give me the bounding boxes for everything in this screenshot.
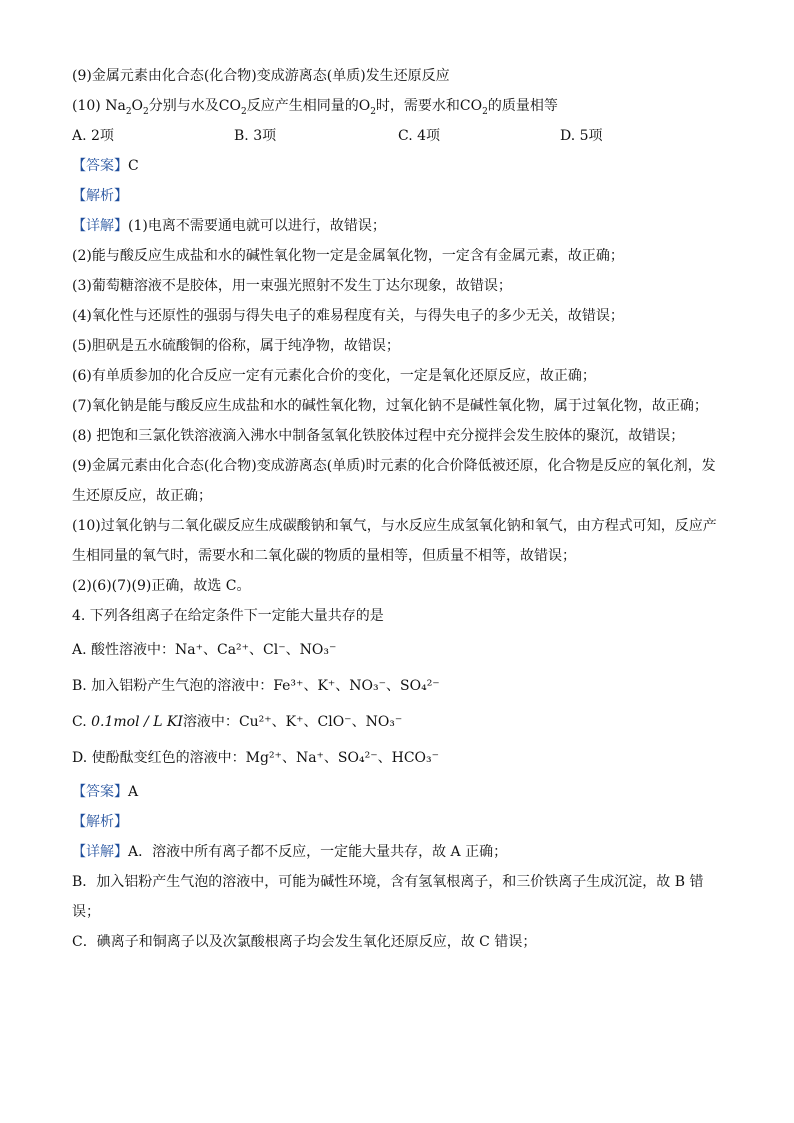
option-d: D. 5项: [560, 128, 603, 144]
subscript: 2: [125, 106, 132, 117]
ion-list: Cu²⁺、K⁺、ClO⁻、NO₃⁻: [238, 714, 403, 730]
detail-tag: 【详解】: [72, 218, 128, 234]
formula-o: O: [131, 98, 144, 114]
q4-detail-line: B．加入铝粉产生气泡的溶液中，可能为碱性环境，含有氢氧根离子，和三价铁离子生成沉淀，故 B 错: [72, 874, 704, 890]
subscript: 2: [240, 106, 247, 117]
statement-10-text: 反应产生相同量的: [246, 98, 359, 114]
answer-tag: 【答案】: [72, 158, 128, 174]
formula-na: Na: [105, 98, 126, 114]
option-label: D. 使酚酞变红色的溶液中：: [72, 750, 246, 766]
detail-tag: 【详解】: [72, 844, 128, 860]
q3-answer: [72, 156, 722, 176]
q3-detail-line: (6)有单质参加的化合反应一定有元素化合价的变化，一定是氧化还原反应，故正确；: [72, 368, 596, 384]
option-b: B. 3项: [234, 128, 277, 144]
statement-10-text: 分别与水及: [148, 98, 219, 114]
formula-co: CO: [218, 98, 241, 114]
q3-detail-line: 生还原反应，故正确；: [72, 488, 212, 504]
detail-text: (1)电离不需要通电就可以进行，故错误；: [128, 218, 386, 234]
q4-option-c: [72, 712, 722, 732]
statement-9: (9)金属元素由化合态(化合物)变成游离态(单质)发生还原反应: [72, 68, 450, 84]
q4-detail-line: [72, 842, 722, 862]
concentration: 0.1mol / L KI: [91, 714, 183, 730]
q4-option-a: [72, 640, 722, 660]
answer-tag: 【答案】: [72, 784, 128, 800]
subscript: 2: [370, 106, 376, 117]
detail-text: A．溶液中所有离子都不反应，一定能大量共存，故 A 正确；: [128, 844, 508, 860]
q3-detail-line: (10)过氧化钠与二氧化碳反应生成碳酸钠和氧气，与水反应生成氢氧化钠和氧气，由方程式可知，反应产: [72, 518, 717, 534]
q4-option-d: [72, 748, 722, 768]
q3-detail-line: (7)氧化钠是能与酸反应生成盐和水的碱性氧化物，过氧化钠不是碱性氧化物，属于过氧化物，故正确；: [72, 398, 708, 414]
statement-10-text: 时，需要水和: [375, 98, 460, 114]
subscript: 2: [482, 106, 488, 117]
q4-detail-line: 误；: [72, 904, 100, 920]
analysis-tag: 【解析】: [72, 814, 128, 830]
q4-option-b: [72, 676, 722, 696]
ion-list: Fe³⁺、K⁺、NO₃⁻、SO₄²⁻: [273, 678, 440, 694]
q4-stem: 4. 下列各组离子在给定条件下一定能大量共存的是: [72, 608, 384, 624]
option-label: B. 加入铝粉产生气泡的溶液中：: [72, 678, 274, 694]
q3-options: [72, 126, 722, 146]
formula-o2: O: [358, 98, 371, 114]
option-label: C.: [72, 714, 92, 730]
analysis-tag: 【解析】: [72, 188, 128, 204]
option-c: C. 4项: [398, 128, 441, 144]
answer-value: A: [128, 784, 139, 800]
q3-detail-line: (3)葡萄糖溶液不是胶体，用一束强光照射不发生丁达尔现象，故错误；: [72, 278, 512, 294]
answer-value: C: [128, 158, 139, 174]
q3-detail-line: (2)能与酸反应生成盐和水的碱性氧化物一定是金属氧化物，一定含有金属元素，故正确；: [72, 248, 624, 264]
q4-answer: [72, 782, 722, 802]
option-text: 溶液中：: [182, 714, 239, 730]
q4-detail-line: C．碘离子和铜离子以及次氯酸根离子均会发生氧化还原反应，故 C 错误；: [72, 934, 537, 950]
statement-10: [72, 96, 722, 116]
q3-detail-line: (8) 把饱和三氯化铁溶液滴入沸水中制备氢氧化铁胶体过程中充分搅拌会发生胶体的聚沉，故错误；: [72, 428, 685, 444]
q3-detail-line: (2)(6)(7)(9)正确，故选 C。: [72, 578, 251, 594]
q3-detail-line: (9)金属元素由化合态(化合物)变成游离态(单质)时元素的化合价降低被还原，化合物是反应的氧化剂，发: [72, 458, 716, 474]
q3-detail-line: [72, 216, 722, 236]
q3-detail-line: 生相同量的氧气时，需要水和二氧化碳的物质的量相等，但质量不相等，故错误；: [72, 548, 576, 564]
q3-detail-line: (5)胆矾是五水硫酸铜的俗称，属于纯净物，故错误；: [72, 338, 400, 354]
ion-list: Mg²⁺、Na⁺、SO₄²⁻、HCO₃⁻: [245, 750, 440, 766]
option-a: A. 2项: [72, 128, 114, 144]
ion-list: Na⁺、Ca²⁺、Cl⁻、NO₃⁻: [175, 642, 337, 658]
statement-10-text: 的质量相等: [487, 98, 558, 114]
statement-10-number: (10): [72, 98, 106, 114]
subscript: 2: [143, 106, 149, 117]
q3-detail-line: (4)氧化性与还原性的强弱与得失电子的难易程度有关，与得失电子的多少无关，故错误；: [72, 308, 624, 324]
formula-co: CO: [459, 98, 483, 114]
document-page: [72, 62, 722, 952]
option-label: A. 酸性溶液中：: [72, 642, 176, 658]
